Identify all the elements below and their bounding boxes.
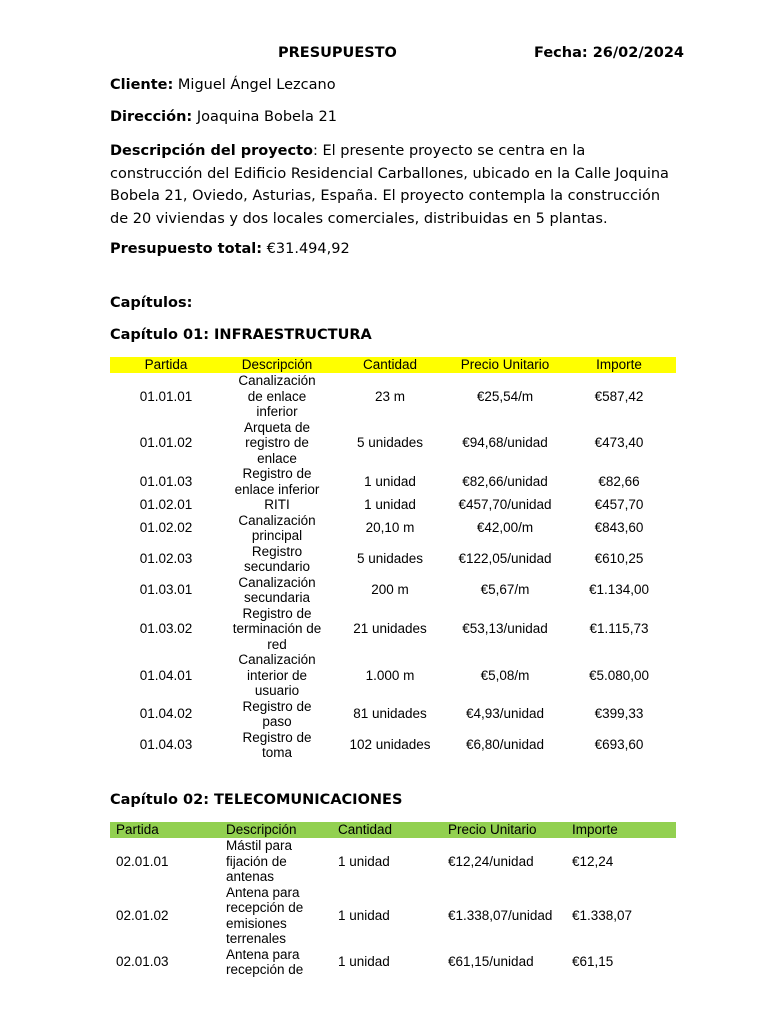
column-header: Precio Unitario [442,822,566,838]
cell-partida: 01.04.02 [139,706,193,722]
cell-cantidad: 5 unidades [356,551,424,567]
column-header: Importe [562,357,676,373]
cell-descripcion: Canalización secundaria [238,574,316,605]
cell-cantidad: 20,10 m [365,520,415,536]
cell-importe: €399,33 [594,706,644,722]
cell-descripcion: Antena para recepción de emisiones terrenales [226,884,304,946]
cell-partida: 01.01.01 [139,388,193,404]
cell-partida: 02.01.02 [116,907,169,923]
column-header: Descripción [220,822,332,838]
cell-partida: 01.02.01 [139,497,193,512]
cell-importe: €587,42 [594,388,644,404]
column-header: Precio Unitario [448,357,562,373]
budget-line [110,241,350,257]
cell-importe: €473,40 [594,435,644,450]
document-title: PRESUPUESTO [278,45,397,61]
cell-precio: €53,13/unidad [462,621,548,636]
cell-descripcion: Canalización interior de usuario [238,652,316,698]
column-header: Descripción [222,357,332,373]
column-header: Cantidad [332,822,442,838]
cell-importe: €82,66 [598,473,640,489]
cell-cantidad: 1 unidad [364,473,416,489]
cell-precio: €1.338,07/unidad [448,907,553,923]
project-label: Descripción del proyecto [110,143,313,159]
cell-partida: 01.04.01 [139,667,193,683]
cell-partida: 01.03.02 [139,621,193,636]
table-row [110,699,676,730]
cell-precio: €42,00/m [476,520,534,536]
cell-cantidad: 5 unidades [356,435,424,450]
budget-label: Presupuesto total: [110,241,263,257]
address-value: Joaquina Bobela 21 [192,109,337,125]
chapter2-table [110,822,676,978]
cell-descripcion: Registro secundario [243,543,311,574]
cell-cantidad: 1 unidad [338,954,390,970]
cell-precio: €25,54/m [476,388,534,404]
cell-importe: €1.115,73 [589,621,649,636]
table-row [110,606,676,653]
cell-partida: 01.01.02 [139,435,193,450]
cell-importe: €1.338,07 [572,907,633,923]
cell-partida: 02.01.01 [116,853,169,869]
column-header: Partida [110,357,222,373]
cell-precio: €61,15/unidad [448,954,534,970]
chapter2-title: Capítulo 02: TELECOMUNICACIONES [110,792,403,808]
cell-precio: €5,67/m [480,582,530,598]
cell-descripcion: RITI [264,497,290,512]
cell-importe: €693,60 [594,737,644,753]
cell-cantidad: 1 unidad [338,853,390,869]
cell-partida: 01.03.01 [139,582,193,598]
project-value: : El presente proyecto se centra en la construcción del Edificio Residencial Carballones, ubicado en la Calle Joquina Bobela 21, Oviedo, Asturias, España. El proyecto contempla la construcción de 20 viviendas y dos locales comerciales, distribuidas en 5 plantas. [110,143,669,227]
cell-cantidad: 81 unidades [353,706,427,722]
cell-partida: 01.04.03 [139,737,193,753]
table-row [110,885,676,947]
chapter1-table [110,357,676,761]
cell-cantidad: 23 m [374,388,405,404]
cell-descripcion: Canalización principal [238,512,316,543]
chapters-heading: Capítulos: [110,295,193,311]
cell-descripcion: Mástil para fijación de antenas [226,838,293,884]
cell-importe: €457,70 [594,497,644,512]
cell-importe: €843,60 [594,520,644,536]
cell-descripcion: Registro de terminación de red [232,605,322,652]
cell-cantidad: 102 unidades [349,737,431,753]
table-row [110,652,676,699]
cell-descripcion: Registro de toma [242,729,312,760]
cell-partida: 02.01.03 [116,954,169,970]
column-header: Importe [566,822,676,838]
address-line [110,109,337,125]
table-row [110,373,676,420]
cell-precio: €5,08/m [480,667,530,683]
chapter1-title: Capítulo 01: INFRAESTRUCTURA [110,327,372,343]
cell-precio: €6,80/unidad [465,737,545,753]
chapter1-header-row [110,357,676,373]
cell-precio: €94,68/unidad [462,435,548,450]
table-row [110,466,676,497]
chapter2-header-row [110,822,676,838]
cell-partida: 01.02.03 [139,551,193,567]
cell-partida: 01.02.02 [139,520,193,536]
table-row [110,513,676,544]
document-date: Fecha: 26/02/2024 [534,45,685,61]
cell-precio: €12,24/unidad [448,853,534,869]
cell-cantidad: 1 unidad [364,497,416,512]
cell-partida: 01.01.03 [139,473,193,489]
client-label: Cliente: [110,77,174,93]
client-value: Miguel Ángel Lezcano [173,77,336,93]
cell-precio: €4,93/unidad [465,706,545,722]
project-description [110,140,670,230]
budget-value: €31.494,92 [262,241,350,257]
cell-precio: €82,66/unidad [462,473,548,489]
table-row [110,730,676,761]
table-row [110,947,676,978]
cell-descripcion: Canalización de enlace inferior [238,373,316,419]
cell-cantidad: 1.000 m [365,667,415,683]
address-label: Dirección: [110,109,193,125]
cell-descripcion: Registro de paso [242,698,312,729]
table-row [110,497,676,513]
cell-importe: €12,24 [572,853,614,869]
column-header: Partida [110,822,220,838]
cell-cantidad: 200 m [371,582,409,598]
cell-importe: €610,25 [594,551,644,567]
table-row [110,838,676,885]
cell-cantidad: 21 unidades [353,621,427,636]
cell-precio: €457,70/unidad [458,497,552,512]
cell-cantidad: 1 unidad [338,907,390,923]
table-row [110,544,676,575]
table-row [110,420,676,467]
column-header: Cantidad [332,357,448,373]
cell-descripcion: Arqueta de registro de enlace [243,419,311,466]
cell-precio: €122,05/unidad [458,551,552,567]
client-line [110,77,336,93]
cell-importe: €1.134,00 [588,582,650,598]
cell-importe: €5.080,00 [588,667,650,683]
cell-descripcion: Registro de enlace inferior [234,466,320,497]
cell-importe: €61,15 [572,954,614,970]
table-row [110,575,676,606]
cell-descripcion: Antena para recepción de [226,946,304,977]
